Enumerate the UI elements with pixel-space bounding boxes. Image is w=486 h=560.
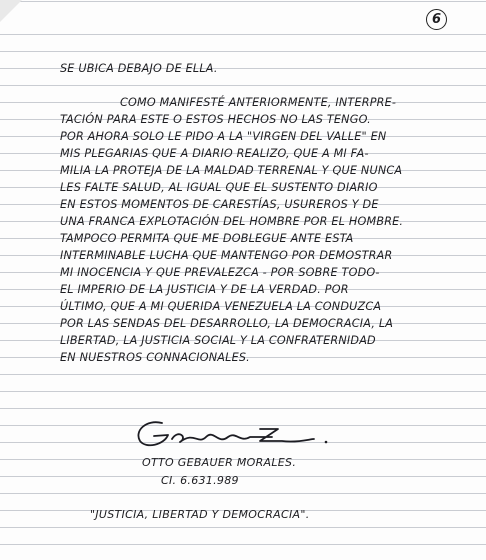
text-line: POR AHORA SOLO LE PIDO A LA "VIRGEN DEL VALLE" EN bbox=[60, 130, 387, 143]
text-line: UNA FRANCA EXPLOTACIÓN DEL HOMBRE POR EL HOMBRE. bbox=[60, 215, 404, 228]
text-line: COMO MANIFESTÉ ANTERIORMENTE, INTERPRE- bbox=[120, 96, 397, 109]
text-line: POR LAS SENDAS DEL DESARROLLO, LA DEMOCRACIA, LA bbox=[60, 317, 394, 330]
text-line: EN NUESTROS CONNACIONALES. bbox=[60, 351, 250, 364]
text-line: LES FALTE SALUD, AL IGUAL QUE EL SUSTENTO DIARIO bbox=[60, 181, 378, 194]
text-line: TAMPOCO PERMITA QUE ME DOBLEGUE ANTE ESTA bbox=[60, 232, 354, 245]
text-line: INTERMINABLE LUCHA QUE MANTENGO POR DEMOSTRAR bbox=[60, 249, 393, 262]
handwritten-signature bbox=[132, 415, 342, 455]
text-line: ÚLTIMO, QUE A MI QUERIDA VENEZUELA LA CONDUZCA bbox=[60, 300, 382, 313]
text-line: SE UBICA DEBAJO DE ELLA. bbox=[60, 62, 218, 75]
page-corner-fold bbox=[0, 0, 22, 22]
text-line: MI INOCENCIA Y QUE PREVALEZCA - POR SOBRE TODO- bbox=[60, 266, 380, 279]
text-line: EL IMPERIO DE LA JUSTICIA Y DE LA VERDAD. POR bbox=[60, 283, 349, 296]
author-name: OTTO GEBAUER MORALES. bbox=[142, 456, 297, 469]
closing-motto: "JUSTICIA, LIBERTAD Y DEMOCRACIA". bbox=[90, 508, 310, 521]
page-number: 6 bbox=[426, 9, 447, 30]
text-line: LIBERTAD, LA JUSTICIA SOCIAL Y LA CONFRATERNIDAD bbox=[60, 334, 376, 347]
text-line: TACIÓN PARA ESTE O ESTOS HECHOS NO LAS TENGO. bbox=[60, 113, 371, 126]
text-line: MIS PLEGARIAS QUE A DIARIO REALIZO, QUE A MI FA- bbox=[60, 147, 369, 160]
text-line: EN ESTOS MOMENTOS DE CARESTÍAS, USUREROS Y DE bbox=[60, 198, 379, 211]
text-line: MILIA LA PROTEJA DE LA MALDAD TERRENAL Y QUE NUNCA bbox=[60, 164, 403, 177]
author-id-number: CI. 6.631.989 bbox=[161, 474, 239, 487]
